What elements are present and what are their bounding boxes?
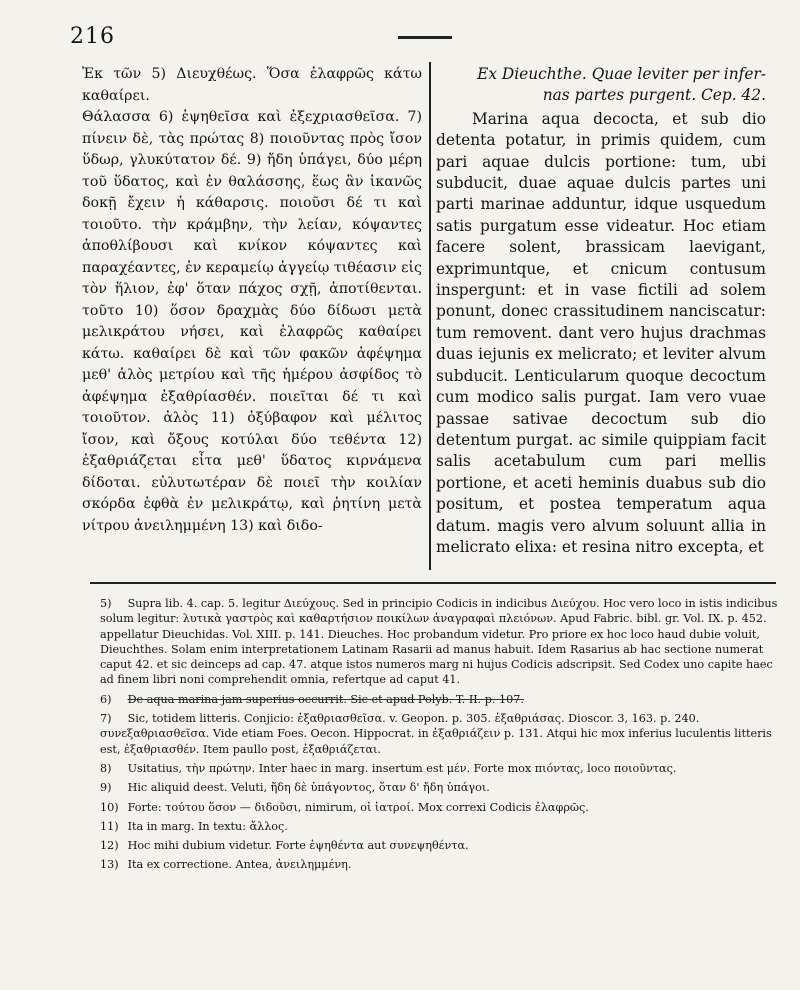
footnote-text: Ita ex correctione. Antea, ἀνειλημμένη. bbox=[127, 858, 352, 872]
column-divider bbox=[429, 62, 431, 570]
footnote bbox=[100, 596, 780, 688]
page-number: 216 bbox=[70, 24, 115, 49]
latin-heading-line-1: Ex Dieuchthe. Quae leviter per infer- bbox=[477, 65, 766, 83]
footnote-text: Hoc mihi dubium videtur. Forte ἑψηθέντα aut συνεψηθέντα. bbox=[127, 839, 469, 853]
footnote-number: 7) bbox=[100, 712, 112, 726]
footnote bbox=[100, 857, 780, 872]
greek-paragraph: Θάλασσα 6) ἑψηθεῖσα καὶ ἐξεχριασθεῖσα. 7) πίνειν δὲ, τὰς πρώτας 8) ποιοῦντας πρὸς ἴσον ὕδωρ, γλυκύτατον δέ. 9) ἤδη ὑπάγει, δύο μέρη τοῦ ὕδατος, καὶ ἐν θαλάσσης, ἕως ἂν ἱκανῶς δοκῇ ἔχειν ἡ κάθαρσις. ποιοῦσι δέ τι καὶ τοιοῦτο. τὴν κράμβην, τὴν λείαν, κόψαντες ἀποθλίβουσι καὶ κνίκον κόψαντες καὶ παραχέαντες, ἐν κεραμείῳ ἀγγείῳ τιθέασιν εἰς τὸν ἥλιον, ἐφ' ὅταν πάχος σχῇ, ἀποτίθενται. τοῦτο 10) ὅσον δραχμὰς δύο δίδωσι μετὰ μελικράτου νήσει, καὶ ἐλαφρῶς καθαίρει κάτω. καθαίρει δὲ καὶ τῶν φακῶν ἀφέψημα μεθ' ἁλὸς μετρίου καὶ τῆς ἡμέρου ἀσφίδος τὸ ἀφέψημα ἐξαθρίασθέν. ποιεῖται δέ τι καὶ τοιοῦτον. ἀλὸς 11) ὀξύβαφον καὶ μέλιτος ἴσον, καὶ ὄξους κοτύλαι δύο τεθέντα 12) ἐξαθριάζεται εἶτα μεθ' ὕδατος κιρνάμενα δίδοται. εὐλυτωτέραν δὲ ποιεῖ τὴν κοιλίαν σκόρδα ἑφθὰ ἐν μελικράτῳ, καὶ ῥητίνη μετὰ νίτρου ἀνειλημμένη 13) καὶ διδο- bbox=[82, 109, 422, 534]
footnote-text: Sic, totidem litteris. Conjicio: ἐξαθριασθεῖσα. v. Geopon. p. 305. ἐξαθριάσας. Dioscor. 3, 163. p. 240. συνεξαθριασθεῖσα. Vide etiam Foes. Oecon. Hippocrat. in ἐξαθριάζειν p. 131. Atqui hic mox inferius luculentis litteris est, ἐξαθριασθέν. Item paullo post, ἐξαθριάζεται. bbox=[100, 712, 772, 756]
footnote-rule bbox=[90, 582, 776, 584]
footnote bbox=[100, 761, 780, 776]
footnote bbox=[100, 819, 780, 834]
footnote bbox=[100, 692, 780, 707]
footnote-text: Ita in marg. In textu: ἄλλος. bbox=[127, 819, 288, 833]
footnote bbox=[100, 800, 780, 815]
footnote-number: 9) bbox=[100, 781, 112, 795]
footnote-number: 8) bbox=[100, 761, 112, 775]
greek-heading: Ἐκ τῶν 5) Διευχθέως. Ὅσα ἐλαφρῶς κάτω καθαίρει. bbox=[82, 66, 422, 104]
footnote-number: 5) bbox=[100, 597, 112, 610]
latin-paragraph: Marina aqua decocta, et sub dio detenta potatur, in primis quidem, cum pari aquae dulcis portione: tum, ubi subducit, duae aquae dulcis partes uni parti marinae adduntur, idque usquedum satis purgatum esse videatur. Hoc etiam facere solent, brassicam laevigant, exprimuntque, et cnicum contusum inspergunt: et in vase fictili ad solem ponunt, donec crassitudinem nanciscatur: tum removent. dant vero hujus drachmas duas iejunis ex melicrato; et leviter alvum subducit. Lenticularum quoque decoctum cum modico salis purgat. Iam vero vuae passae sativae decoctum sub dio detentum purgat. ac simile quippiam facit salis acetabulum cum pari mellis portione, et aceti heminis duabus sub dio positum, et postea temperatum aqua datum. magis vero alvum soluunt allia in melicrato elixa: et resina nitro excepta, et bbox=[436, 109, 766, 556]
footnote bbox=[100, 780, 780, 795]
footnote bbox=[100, 838, 780, 853]
footnote-number: 6) bbox=[100, 692, 112, 706]
latin-column bbox=[436, 64, 766, 558]
footnote-text: Hic aliquid deest. Veluti, ἤδη δὲ ὑπάγοντος, ὅταν δ' ἤδη ὑπάγοι. bbox=[127, 781, 490, 795]
footnote-text: De aqua marina jam superius occurrit. Sic et apud Polyb. T. II. p. 107. bbox=[127, 692, 524, 706]
header-rule bbox=[398, 36, 452, 39]
footnote-number: 11) bbox=[100, 819, 119, 833]
latin-heading bbox=[436, 64, 766, 107]
footnote-number: 10) bbox=[100, 800, 119, 814]
footnotes bbox=[100, 596, 780, 877]
footnote-number: 12) bbox=[100, 839, 119, 853]
footnote-number: 13) bbox=[100, 858, 119, 872]
latin-heading-line-2: nas partes purgent. Cep. 42. bbox=[542, 86, 766, 105]
footnote-text: Forte: τούτου ὅσον — διδοῦσι, nimirum, οἱ ἰατροί. Mox correxi Codicis ἐλαφρῶς. bbox=[127, 800, 589, 814]
footnote-text: Usitatius, τὴν πρώτην. Inter haec in marg. insertum est μέν. Forte mox πιόντας, loco ποιοῦντας. bbox=[127, 761, 677, 775]
footnote bbox=[100, 711, 780, 757]
footnote-text: Supra lib. 4. cap. 5. legitur Διεύχους. Sed in principio Codicis in indicibus Διεύχου. Hoc vero loco in istis indicibus solum legitur: λυτικὰ γαστρὸς καὶ καθαρτήσιον ποικίλων ἀναγραφαὶ πλειόνων. Apud Fabric. bibl. gr. Vol. IX. p. 452. appellatur Dieuchidas. Vol. XIII. p. 141. Dieuches. Hoc probandum videtur. Pro priore ex hoc loco haud dubie voluit, Dieuchthes. Solam enim interpretationem Latinam Rasarii ad manus habuit. Idem Rasarius ab hac sectione numerat caput 42. et sic deinceps ad cap. 47. atque istos numeros marg ni hujus Codicis adscripsit. Sed Codex uno capite haec ad finem libri noni comprehendit omnia, refertque ad caput 41. bbox=[100, 597, 778, 687]
greek-column bbox=[82, 64, 422, 537]
